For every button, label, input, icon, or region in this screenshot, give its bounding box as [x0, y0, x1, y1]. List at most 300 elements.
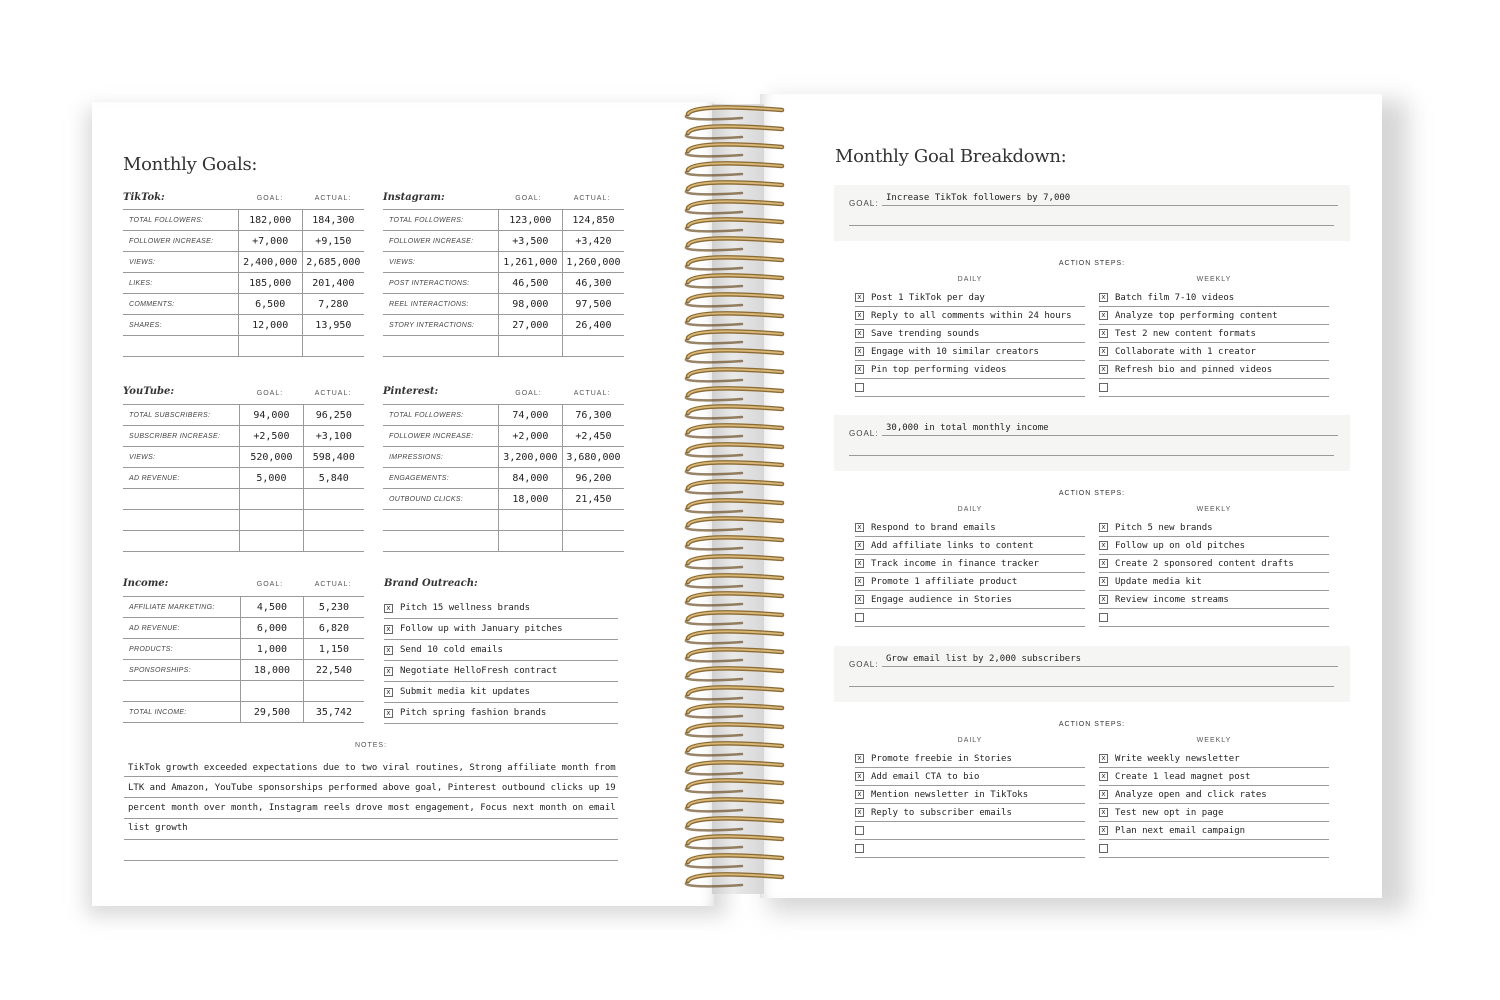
action-step-text: Reply to all comments within 24 hours — [871, 310, 1072, 321]
brand-outreach-title: Brand Outreach: — [384, 578, 478, 589]
list-item — [384, 661, 618, 682]
goal-box — [834, 185, 1350, 241]
checkbox-checked-icon[interactable]: x — [855, 559, 864, 568]
action-step — [1099, 609, 1329, 627]
action-steps-label: ACTION STEPS: — [1058, 490, 1126, 497]
goal-value[interactable]: 520,000 — [240, 447, 303, 468]
table-row — [123, 231, 364, 252]
checkbox-checked-icon[interactable]: x — [1099, 595, 1108, 604]
action-step — [1099, 555, 1329, 573]
outreach-item-text: Negotiate HelloFresh contract — [400, 666, 558, 676]
action-step — [855, 591, 1085, 609]
checkbox-checked-icon[interactable]: x — [1099, 293, 1108, 302]
checkbox-checked-icon[interactable]: x — [855, 365, 864, 374]
action-step-text: Collaborate with 1 creator — [1115, 346, 1256, 357]
action-step — [855, 750, 1085, 768]
outreach-item-text: Submit media kit updates — [400, 687, 531, 697]
action-step — [1099, 537, 1329, 555]
actual-value[interactable]: 5,840 — [303, 468, 364, 489]
action-step-text: Mention newsletter in TikToks — [871, 789, 1029, 800]
notes-text[interactable]: TikTok growth exceeded expectations due to two viral routines, Strong affiliate month from LTK and Amazon, YouTube sponsorships performed above goal, Pinterest outbound clicks up 19 percent month over month, Instagram reels drove most engagement, Focus next month on email list growth — [128, 763, 616, 833]
checkbox-checked-icon[interactable]: x — [384, 604, 393, 613]
checkbox-checked-icon[interactable]: x — [855, 790, 864, 799]
checkbox-empty-icon[interactable] — [1099, 844, 1108, 853]
empty-row — [123, 336, 364, 357]
checkbox-checked-icon[interactable]: x — [855, 595, 864, 604]
table-row — [383, 252, 624, 273]
actual-value[interactable]: +9,150 — [302, 231, 364, 252]
spiral-coil — [682, 665, 786, 683]
instagram-goals-table — [383, 209, 624, 357]
spiral-coil — [682, 646, 786, 664]
goal-column-header: GOAL: — [256, 581, 284, 588]
checkbox-checked-icon[interactable]: x — [1099, 772, 1108, 781]
goal-value[interactable]: 4,500 — [241, 597, 304, 618]
goal-value[interactable]: 123,000 — [498, 210, 562, 231]
actual-value[interactable] — [303, 510, 364, 531]
row-label — [123, 510, 240, 531]
actual-value[interactable] — [562, 531, 624, 552]
row-label: COMMENTS: — [123, 294, 238, 315]
goal-line — [849, 225, 1334, 226]
actual-value[interactable]: 96,250 — [303, 405, 364, 426]
table-row — [383, 315, 624, 336]
goal-value[interactable] — [240, 531, 303, 552]
table-row — [123, 294, 364, 315]
row-label: OUTBOUND CLICKS: — [383, 489, 498, 510]
action-step — [855, 804, 1085, 822]
actual-value[interactable]: +3,100 — [303, 426, 364, 447]
goal-value[interactable]: 6,000 — [241, 618, 304, 639]
actual-value[interactable]: 201,400 — [302, 273, 364, 294]
checkbox-checked-icon[interactable]: x — [1099, 559, 1108, 568]
daily-label: DAILY — [957, 737, 983, 744]
table-row — [123, 618, 364, 639]
row-label: AD REVENUE: — [123, 618, 241, 639]
checkbox-checked-icon[interactable]: x — [384, 667, 393, 676]
goal-value[interactable]: 1,261,000 — [498, 252, 562, 273]
spiral-coil — [682, 497, 786, 515]
row-label — [123, 531, 240, 552]
spiral-coil — [682, 179, 786, 197]
checkbox-checked-icon[interactable]: x — [1099, 541, 1108, 550]
actual-value[interactable] — [562, 336, 624, 357]
actual-value[interactable]: 97,500 — [562, 294, 624, 315]
tiktok-goals-table — [123, 209, 364, 357]
goal-value[interactable]: +2,500 — [240, 426, 303, 447]
action-step — [1099, 591, 1329, 609]
actual-value[interactable]: +3,420 — [562, 231, 624, 252]
spiral-coil — [682, 833, 786, 851]
row-label — [383, 336, 498, 357]
row-label: TOTAL FOLLOWERS: — [383, 210, 498, 231]
goal-value[interactable] — [498, 531, 562, 552]
goal-value[interactable] — [240, 510, 303, 531]
weekly-label: WEEKLY — [1196, 737, 1232, 744]
checkbox-checked-icon[interactable]: x — [855, 541, 864, 550]
spiral-coil — [682, 141, 786, 159]
spiral-coil — [682, 291, 786, 309]
actual-value[interactable]: 598,400 — [303, 447, 364, 468]
spiral-coil — [682, 684, 786, 702]
goal-column-header: GOAL: — [515, 195, 542, 202]
spiral-coil — [682, 104, 786, 122]
spiral-coil — [682, 216, 786, 234]
spiral-coil — [682, 777, 786, 795]
goal-value[interactable]: 98,000 — [498, 294, 562, 315]
action-step — [855, 307, 1085, 325]
action-step — [855, 822, 1085, 840]
action-step — [1099, 573, 1329, 591]
table-row — [123, 426, 364, 447]
goal-value[interactable]: 2,400,000 — [238, 252, 302, 273]
goal-box — [834, 415, 1350, 471]
goal-value[interactable] — [498, 336, 562, 357]
daily-label: DAILY — [957, 506, 983, 513]
actual-value[interactable]: 21,450 — [562, 489, 624, 510]
table-row — [123, 702, 364, 723]
actual-value[interactable]: 13,950 — [302, 315, 364, 336]
checkbox-checked-icon[interactable]: x — [855, 523, 864, 532]
row-label — [123, 336, 238, 357]
row-label: VIEWS: — [383, 252, 498, 273]
goal-text[interactable]: Grow email list by 2,000 subscribers — [882, 650, 1338, 667]
spiral-coil — [682, 310, 786, 328]
action-step-text: Follow up on old pitches — [1115, 540, 1246, 551]
goal-text[interactable]: 30,000 in total monthly income — [882, 419, 1338, 436]
list-item — [384, 619, 618, 640]
empty-row — [123, 489, 364, 510]
table-row — [123, 639, 364, 660]
actual-column-header: ACTUAL: — [314, 581, 352, 588]
action-step-text: Update media kit — [1115, 576, 1202, 587]
checkbox-checked-icon[interactable]: x — [384, 646, 393, 655]
list-item — [384, 682, 618, 703]
goal-value[interactable] — [238, 336, 302, 357]
outreach-item-text: Send 10 cold emails — [400, 645, 503, 655]
action-step — [855, 289, 1085, 307]
actual-value[interactable]: 35,742 — [303, 702, 364, 723]
income-goals-table — [123, 596, 364, 723]
spiral-coil — [682, 478, 786, 496]
spiral-coil — [682, 815, 786, 833]
actual-value[interactable]: 1,260,000 — [562, 252, 624, 273]
goal-label: GOAL: — [849, 660, 879, 669]
goal-value[interactable]: 94,000 — [240, 405, 303, 426]
row-label: ENGAGEMENTS: — [383, 468, 498, 489]
row-label: POST INTERACTIONS: — [383, 273, 498, 294]
table-row — [383, 405, 624, 426]
row-label — [123, 681, 241, 702]
row-label: TOTAL INCOME: — [123, 702, 241, 723]
row-label: AFFILIATE MARKETING: — [123, 597, 241, 618]
youtube-goals-table — [123, 404, 364, 552]
checkbox-checked-icon[interactable]: x — [1099, 754, 1108, 763]
table-row — [383, 210, 624, 231]
action-step-text: Post 1 TikTok per day — [871, 292, 985, 303]
checkbox-checked-icon[interactable]: x — [855, 347, 864, 356]
spiral-coil — [682, 609, 786, 627]
goal-value[interactable] — [241, 681, 304, 702]
goal-line — [849, 455, 1334, 456]
table-row — [383, 231, 624, 252]
goal-value[interactable]: 18,000 — [498, 489, 562, 510]
breakdown-title: Monthly Goal Breakdown: — [835, 146, 1067, 167]
checkbox-checked-icon[interactable]: x — [1099, 808, 1108, 817]
action-step-text: Track income in finance tracker — [871, 558, 1039, 569]
spiral-coil — [682, 852, 786, 870]
actual-column-header: ACTUAL: — [314, 390, 352, 397]
action-step-text: Promote 1 affiliate product — [871, 576, 1018, 587]
goal-value[interactable]: 27,000 — [498, 315, 562, 336]
checkbox-checked-icon[interactable]: x — [1099, 329, 1108, 338]
row-label: STORY INTERACTIONS: — [383, 315, 498, 336]
spiral-coil — [682, 515, 786, 533]
action-step-text: Review income streams — [1115, 594, 1229, 605]
checkbox-checked-icon[interactable]: x — [1099, 790, 1108, 799]
checkbox-checked-icon[interactable]: x — [1099, 311, 1108, 320]
table-row — [383, 294, 624, 315]
checkbox-empty-icon[interactable] — [855, 826, 864, 835]
row-label: TOTAL FOLLOWERS: — [383, 405, 498, 426]
brand-outreach-list — [384, 598, 618, 724]
action-step-text: Pin top performing videos — [871, 364, 1007, 375]
goal-value[interactable] — [240, 489, 303, 510]
row-label — [123, 489, 240, 510]
goal-value[interactable]: 46,500 — [498, 273, 562, 294]
action-step-text: Create 1 lead magnet post — [1115, 771, 1251, 782]
goal-column-header: GOAL: — [256, 390, 284, 397]
actual-value[interactable]: 76,300 — [562, 405, 624, 426]
checkbox-empty-icon[interactable] — [1099, 383, 1108, 392]
goal-value[interactable]: 84,000 — [498, 468, 562, 489]
goal-label: GOAL: — [849, 429, 879, 438]
spiral-coil — [682, 198, 786, 216]
action-step-text: Analyze open and click rates — [1115, 789, 1267, 800]
empty-row — [383, 531, 624, 552]
action-step — [1099, 307, 1329, 325]
action-step — [1099, 822, 1329, 840]
actual-value[interactable]: 6,820 — [303, 618, 364, 639]
action-step-text: Plan next email campaign — [1115, 825, 1246, 836]
row-label: TOTAL SUBSCRIBERS: — [123, 405, 240, 426]
actual-column-header: ACTUAL: — [573, 195, 611, 202]
action-step — [855, 768, 1085, 786]
spiral-coil — [682, 422, 786, 440]
actual-value[interactable]: 184,300 — [302, 210, 364, 231]
action-step-text: Create 2 sponsored content drafts — [1115, 558, 1294, 569]
income-section-title: Income: — [123, 578, 169, 589]
checkbox-checked-icon[interactable]: x — [1099, 523, 1108, 532]
checkbox-checked-icon[interactable]: x — [855, 754, 864, 763]
spiral-coil — [682, 441, 786, 459]
checkbox-checked-icon[interactable]: x — [384, 625, 393, 634]
action-steps-label: ACTION STEPS: — [1058, 260, 1126, 267]
goal-value[interactable]: +3,500 — [498, 231, 562, 252]
action-step-text: Write weekly newsletter — [1115, 753, 1240, 764]
checkbox-checked-icon[interactable]: x — [855, 808, 864, 817]
goal-value[interactable]: 182,000 — [238, 210, 302, 231]
goal-value[interactable]: 185,000 — [238, 273, 302, 294]
row-label: AD REVENUE: — [123, 468, 240, 489]
actual-value[interactable] — [562, 510, 624, 531]
action-step-text: Refresh bio and pinned videos — [1115, 364, 1273, 375]
action-step — [1099, 768, 1329, 786]
action-step — [855, 840, 1085, 858]
action-step-text: Add email CTA to bio — [871, 771, 980, 782]
row-label: SPONSORSHIPS: — [123, 660, 241, 681]
table-row — [123, 210, 364, 231]
checkbox-checked-icon[interactable]: x — [855, 311, 864, 320]
checkbox-empty-icon[interactable] — [855, 844, 864, 853]
actual-value[interactable]: 96,200 — [562, 468, 624, 489]
actual-value[interactable]: 1,150 — [303, 639, 364, 660]
actual-value[interactable] — [303, 681, 364, 702]
actual-value[interactable]: +2,450 — [562, 426, 624, 447]
checkbox-checked-icon[interactable]: x — [855, 293, 864, 302]
weekly-steps-list — [1099, 750, 1329, 858]
spiral-coil — [682, 235, 786, 253]
action-step — [1099, 343, 1329, 361]
action-step-text: Batch film 7-10 videos — [1115, 292, 1235, 303]
goal-box — [834, 646, 1350, 702]
spiral-coil — [682, 572, 786, 590]
spiral-coil — [682, 347, 786, 365]
goal-value[interactable]: +2,000 — [498, 426, 562, 447]
actual-value[interactable] — [302, 336, 364, 357]
action-step — [855, 786, 1085, 804]
goal-value[interactable]: 74,000 — [498, 405, 562, 426]
spiral-coil — [682, 160, 786, 178]
row-label: FOLLOWER INCREASE: — [383, 231, 498, 252]
spiral-coil — [682, 385, 786, 403]
checkbox-checked-icon[interactable]: x — [384, 709, 393, 718]
actual-value[interactable]: 5,230 — [303, 597, 364, 618]
spiral-coil — [682, 721, 786, 739]
action-step-text: Add affiliate links to content — [871, 540, 1034, 551]
actual-value[interactable]: 26,400 — [562, 315, 624, 336]
actual-value[interactable]: 3,680,000 — [562, 447, 624, 468]
table-row — [123, 405, 364, 426]
spiral-coil — [682, 254, 786, 272]
action-step-text: Reply to subscriber emails — [871, 807, 1012, 818]
actual-value[interactable] — [303, 531, 364, 552]
goal-value[interactable]: 12,000 — [238, 315, 302, 336]
goal-value[interactable]: 1,000 — [241, 639, 304, 660]
goal-value[interactable]: 29,500 — [241, 702, 304, 723]
action-step — [855, 573, 1085, 591]
checkbox-empty-icon[interactable] — [1099, 613, 1108, 622]
actual-value[interactable]: 2,685,000 — [302, 252, 364, 273]
action-step-text: Promote freebie in Stories — [871, 753, 1012, 764]
row-label: VIEWS: — [123, 447, 240, 468]
action-step — [855, 609, 1085, 627]
action-step — [855, 361, 1085, 379]
tiktok-section-title: TikTok: — [123, 192, 165, 203]
spiral-coil — [682, 702, 786, 720]
action-step-text: Test 2 new content formats — [1115, 328, 1256, 339]
row-label: VIEWS: — [123, 252, 238, 273]
table-row — [123, 660, 364, 681]
checkbox-checked-icon[interactable]: x — [855, 772, 864, 781]
goal-value[interactable]: 3,200,000 — [498, 447, 562, 468]
actual-value[interactable]: 46,300 — [562, 273, 624, 294]
row-label: SUBSCRIBER INCREASE: — [123, 426, 240, 447]
action-step — [1099, 840, 1329, 858]
action-step-text: Engage audience in Stories — [871, 594, 1012, 605]
checkbox-checked-icon[interactable]: x — [1099, 577, 1108, 586]
goal-value[interactable]: 18,000 — [241, 660, 304, 681]
action-step — [1099, 361, 1329, 379]
checkbox-empty-icon[interactable] — [855, 613, 864, 622]
action-step — [1099, 289, 1329, 307]
table-row — [123, 681, 364, 702]
goal-value[interactable]: +7,000 — [238, 231, 302, 252]
table-row — [123, 597, 364, 618]
checkbox-checked-icon[interactable]: x — [855, 577, 864, 586]
row-label: FOLLOWER INCREASE: — [383, 426, 498, 447]
actual-value[interactable]: 124,850 — [562, 210, 624, 231]
list-item — [384, 598, 618, 619]
goal-text[interactable]: Increase TikTok followers by 7,000 — [882, 189, 1338, 206]
checkbox-checked-icon[interactable]: x — [855, 329, 864, 338]
actual-value[interactable]: 7,280 — [302, 294, 364, 315]
row-label: TOTAL FOLLOWERS: — [123, 210, 238, 231]
notes-label: NOTES: — [354, 742, 388, 749]
action-step — [855, 519, 1085, 537]
youtube-section-title: YouTube: — [123, 386, 175, 397]
action-step — [1099, 786, 1329, 804]
action-steps-label: ACTION STEPS: — [1058, 721, 1126, 728]
checkbox-checked-icon[interactable]: x — [1099, 347, 1108, 356]
row-label: LIKES: — [123, 273, 238, 294]
spiral-coil — [682, 740, 786, 758]
outreach-item-text: Follow up with January pitches — [400, 624, 563, 634]
actual-value[interactable] — [303, 489, 364, 510]
spiral-coil — [682, 272, 786, 290]
weekly-steps-list — [1099, 289, 1329, 397]
daily-label: DAILY — [957, 276, 983, 283]
checkbox-checked-icon[interactable]: x — [384, 688, 393, 697]
row-label: FOLLOWER INCREASE: — [123, 231, 238, 252]
checkbox-checked-icon[interactable]: x — [1099, 365, 1108, 374]
weekly-label: WEEKLY — [1196, 506, 1232, 513]
goal-line — [849, 686, 1334, 687]
goal-value[interactable] — [498, 510, 562, 531]
empty-row — [383, 336, 624, 357]
action-step — [1099, 379, 1329, 397]
actual-value[interactable]: 22,540 — [303, 660, 364, 681]
spiral-coil — [682, 328, 786, 346]
checkbox-checked-icon[interactable]: x — [1099, 826, 1108, 835]
row-label — [383, 510, 498, 531]
table-row — [123, 252, 364, 273]
action-step — [1099, 325, 1329, 343]
spiral-coil — [682, 403, 786, 421]
action-step — [855, 555, 1085, 573]
spiral-coil — [682, 628, 786, 646]
weekly-label: WEEKLY — [1196, 276, 1232, 283]
action-step-text: Test new opt in page — [1115, 807, 1224, 818]
table-row — [383, 426, 624, 447]
goal-value[interactable]: 6,500 — [238, 294, 302, 315]
notes-line — [124, 840, 618, 861]
spiral-coil — [682, 123, 786, 141]
goal-value[interactable]: 5,000 — [240, 468, 303, 489]
empty-row — [123, 510, 364, 531]
checkbox-empty-icon[interactable] — [855, 383, 864, 392]
weekly-steps-list — [1099, 519, 1329, 627]
